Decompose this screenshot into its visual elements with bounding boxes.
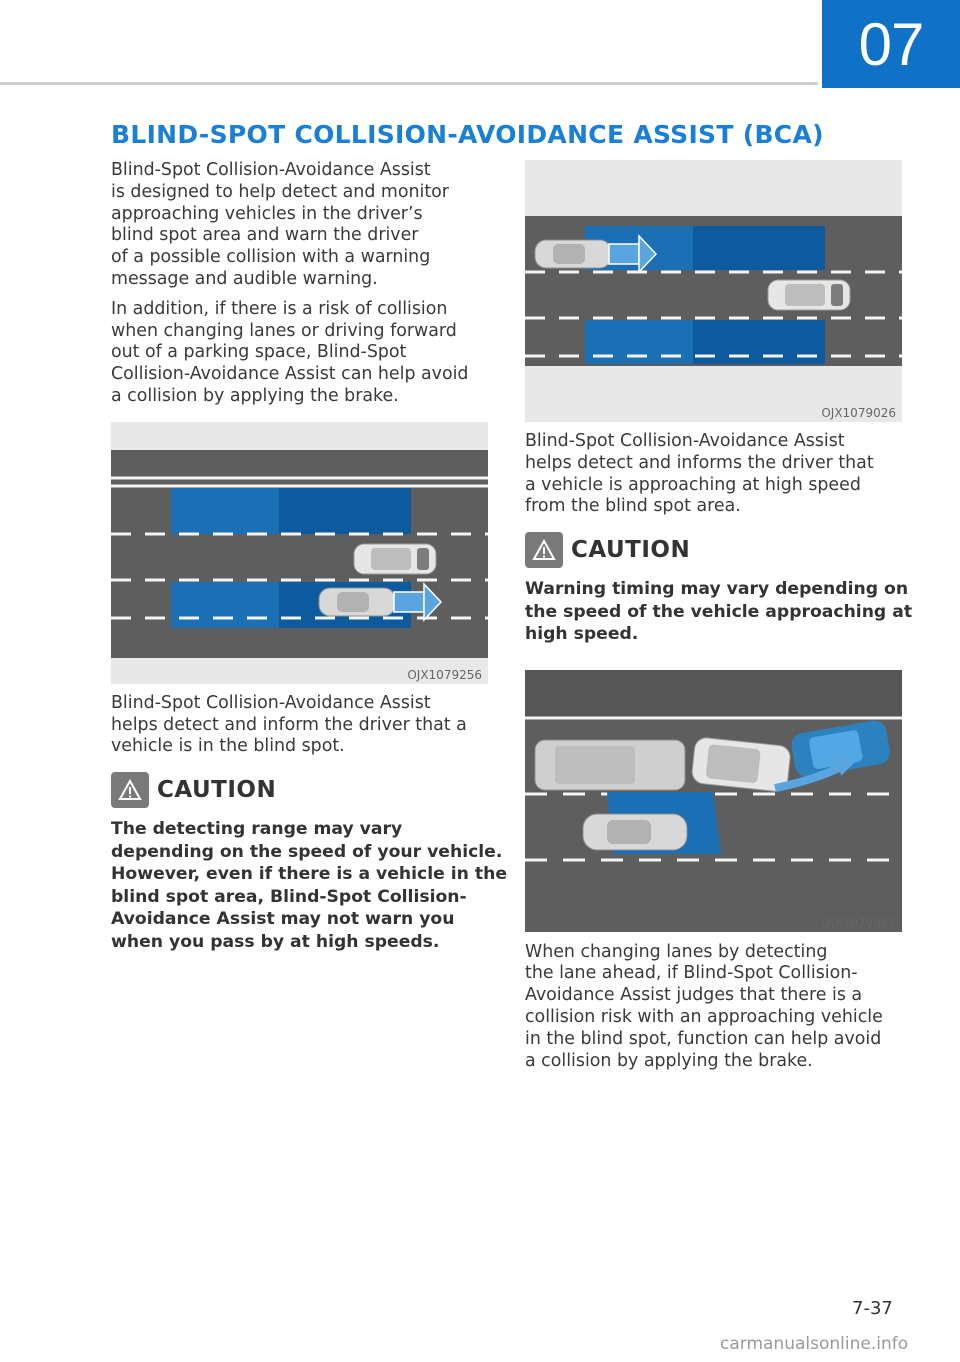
figure-bca-blind-spot <box>111 422 488 684</box>
text-line: helps detect and inform the driver that a <box>111 714 467 735</box>
caution-heading <box>525 532 903 568</box>
text-line: helps detect and informs the driver that <box>525 452 874 473</box>
text-line: from the blind spot area. <box>525 496 741 517</box>
text-line: Blind-Spot Collision-Avoidance Assist <box>111 160 431 180</box>
text-line: the lane ahead, if Blind-Spot Collision- <box>525 963 858 984</box>
figure-code: OJX1079026 <box>821 406 896 420</box>
text-line: The detecting range may vary <box>111 819 403 840</box>
text-line: Avoidance Assist judges that there is a <box>525 985 863 1006</box>
text-line: When changing lanes by detecting <box>525 941 828 962</box>
pickup-truck <box>535 740 685 790</box>
figure-bca-approaching <box>525 160 902 422</box>
sedan-car <box>535 240 611 268</box>
caution-text <box>111 818 507 953</box>
text-line: out of a parking space, Blind-Spot <box>111 342 407 363</box>
sedan-car <box>583 814 687 850</box>
figure-code: OJX1079027 <box>821 915 896 930</box>
right-column <box>525 160 913 1080</box>
road-illustration <box>525 160 902 422</box>
text-line: in the blind spot, function can help avoid <box>525 1028 882 1049</box>
text-line: Warning timing may vary depending on <box>525 579 909 600</box>
text-line: Collision-Avoidance Assist can help avoid <box>111 364 469 385</box>
caution-label: CAUTION <box>571 537 691 564</box>
addition-paragraph <box>111 299 489 408</box>
text-line: vehicle is in the blind spot. <box>111 736 345 757</box>
figure-code: OJX1079256 <box>407 667 482 682</box>
text-line: blind spot area, Blind-Spot Collision- <box>111 886 467 907</box>
text-line: a collision by applying the brake. <box>111 385 399 406</box>
text-line: Avoidance Assist may not warn you <box>111 909 455 930</box>
text-line: message and audible warning. <box>111 268 378 289</box>
text-line: However, even if there is a vehicle in the <box>111 864 507 885</box>
text-line: a vehicle is approaching at high speed <box>525 474 861 495</box>
text-line: approaching vehicles in the driver’s <box>111 203 423 224</box>
left-column <box>111 160 507 953</box>
text-line: when changing lanes or driving forward <box>111 320 457 341</box>
suv-car <box>768 280 850 310</box>
sedan-car <box>319 588 395 616</box>
road-illustration <box>525 670 902 932</box>
caution-text <box>525 578 913 646</box>
figure-bca-lane-change <box>525 670 902 932</box>
text-line: Blind-Spot Collision-Avoidance Assist <box>111 692 431 713</box>
text-line: blind spot area and warn the driver <box>111 225 419 246</box>
header-rule <box>0 82 818 85</box>
caution-label: CAUTION <box>157 777 277 804</box>
figure3-caption <box>525 942 903 1073</box>
intro-paragraph <box>111 160 489 291</box>
warning-icon <box>111 772 149 808</box>
text-line: In addition, if there is a risk of collision <box>111 298 448 319</box>
figure2-caption <box>525 431 903 518</box>
text-line: a collision by applying the brake. <box>525 1050 813 1071</box>
suv-car <box>354 544 436 574</box>
road-illustration <box>111 422 488 684</box>
text-line: the speed of the vehicle approaching at <box>525 601 913 622</box>
text-line: collision risk with an approaching vehicle <box>525 1007 883 1028</box>
watermark: carmanualsonline.info <box>720 1334 909 1354</box>
text-line: Blind-Spot Collision-Avoidance Assist <box>525 431 845 451</box>
warning-icon <box>525 532 563 568</box>
text-line: depending on the speed of your vehicle. <box>111 841 503 862</box>
text-line: of a possible collision with a warning <box>111 247 431 268</box>
caution-heading <box>111 772 489 808</box>
text-line: when you pass by at high speeds. <box>111 931 440 952</box>
page-number: 7-37 <box>852 1298 893 1319</box>
text-line: is designed to help detect and monitor <box>111 181 449 202</box>
chapter-tab: 07 <box>822 0 960 88</box>
text-line: high speed. <box>525 624 639 645</box>
section-title: BLIND-SPOT COLLISION-AVOIDANCE ASSIST (BCA) <box>111 120 824 149</box>
figure1-caption <box>111 693 489 758</box>
